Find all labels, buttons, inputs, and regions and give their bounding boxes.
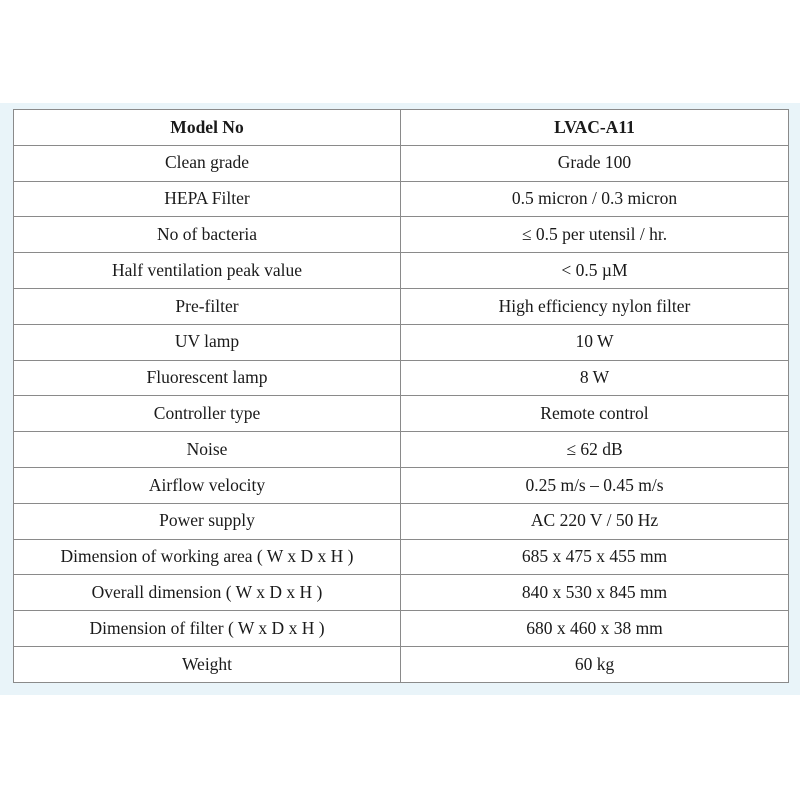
spec-value: AC 220 V / 50 Hz [401,503,789,539]
spec-label: No of bacteria [14,217,401,253]
spec-label: Power supply [14,503,401,539]
spec-value: ≤ 62 dB [401,432,789,468]
table-row [14,611,789,647]
spec-label: Dimension of filter ( W x D x H ) [14,611,401,647]
table-row [14,288,789,324]
header-label: Model No [14,110,401,146]
spec-label: Overall dimension ( W x D x H ) [14,575,401,611]
spec-label: Pre-filter [14,288,401,324]
table-row [14,217,789,253]
spec-value: 0.5 micron / 0.3 micron [401,181,789,217]
table-row [14,145,789,181]
spec-value: 685 x 475 x 455 mm [401,539,789,575]
spec-value: 60 kg [401,646,789,682]
table-row [14,253,789,289]
table-row [14,181,789,217]
spec-label: Clean grade [14,145,401,181]
spec-label: Controller type [14,396,401,432]
spec-value: < 0.5 µM [401,253,789,289]
table-header-row [14,110,789,146]
header-value: LVAC-A11 [401,110,789,146]
table-row [14,396,789,432]
table-row [14,324,789,360]
table-row [14,467,789,503]
spec-label: Weight [14,646,401,682]
table-row [14,432,789,468]
table-row [14,539,789,575]
spec-value: 8 W [401,360,789,396]
spec-label: Fluorescent lamp [14,360,401,396]
spec-value: ≤ 0.5 per utensil / hr. [401,217,789,253]
spec-label: HEPA Filter [14,181,401,217]
spec-value: Remote control [401,396,789,432]
table-row [14,503,789,539]
spec-table [13,109,789,683]
spec-label: Airflow velocity [14,467,401,503]
spec-value: 680 x 460 x 38 mm [401,611,789,647]
spec-label: UV lamp [14,324,401,360]
spec-value: High efficiency nylon filter [401,288,789,324]
spec-value: Grade 100 [401,145,789,181]
table-row [14,646,789,682]
spec-value: 0.25 m/s – 0.45 m/s [401,467,789,503]
spec-label: Half ventilation peak value [14,253,401,289]
table-row [14,360,789,396]
spec-value: 10 W [401,324,789,360]
spec-label: Noise [14,432,401,468]
spec-value: 840 x 530 x 845 mm [401,575,789,611]
table-row [14,575,789,611]
spec-label: Dimension of working area ( W x D x H ) [14,539,401,575]
